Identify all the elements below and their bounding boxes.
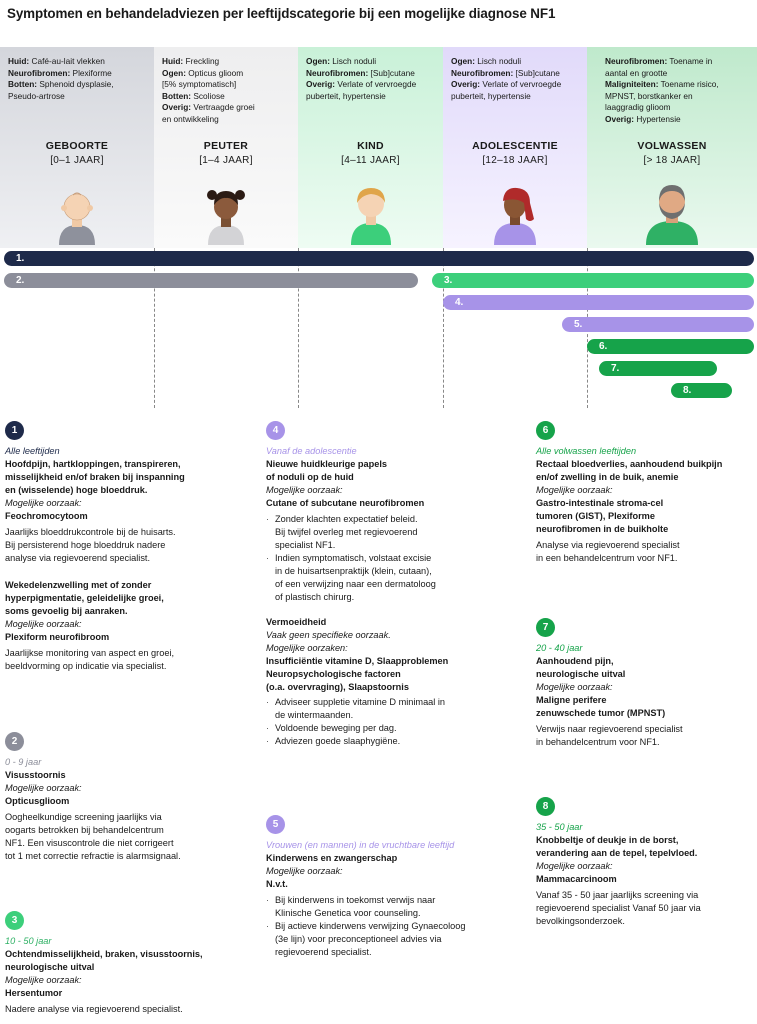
- cause-label: Mogelijke oorzaak:: [536, 861, 613, 871]
- stage-age: [0–1 JAAR]: [50, 155, 104, 166]
- cause: Maligne perifere zenuwschede tumor (MPNST): [536, 695, 666, 718]
- symptom: Hoofdpijn, hartkloppingen, transpireren, misselijkheid en/of braken bij inspanning en (wisselende) hoge bloeddruk.: [5, 459, 185, 495]
- section-3: [5, 911, 255, 1016]
- toddler-icon: [204, 179, 248, 245]
- cause: N.v.t.: [266, 879, 288, 889]
- stage-info: Ogen: Lisch noduli Neurofibromen: [Sub]cutane Overig: Verlate of vervroegde puberteit, hypertensie: [306, 56, 417, 101]
- timeline-bar-3: 3.: [432, 273, 754, 288]
- symptom: Wekedelenzwelling met of zonder hyperpigmentatie, geleidelijke groei, soms gevoelig bij aanraken.: [5, 580, 164, 616]
- stage-age: [4–11 JAAR]: [341, 155, 400, 166]
- page-title: Symptomen en behandeladviezen per leeftijdscategorie bij een mogelijke diagnose NF1: [7, 6, 556, 21]
- age-range: Alle volwassen leeftijden: [536, 446, 637, 456]
- child-icon: [349, 179, 393, 245]
- symptom: Rectaal bloedverlies, aanhoudend buikpijn en/of zwelling in de buik, anemie: [536, 459, 723, 482]
- timeline-bar-2: 2.: [4, 273, 418, 288]
- symptom: Visusstoornis: [5, 770, 66, 780]
- stage-name: KIND: [357, 140, 384, 152]
- stage-info: Ogen: Lisch noduli Neurofibromen: [Sub]cutane Overig: Verlate of vervroegde puberteit, hypertensie: [451, 56, 562, 101]
- stage-toddler: [154, 47, 298, 248]
- section-number: 5: [266, 815, 285, 834]
- cause-label: Mogelijke oorzaken:: [266, 643, 348, 653]
- timeline-bar-1: 1.: [4, 251, 754, 266]
- cause: Opticusglioom: [5, 796, 70, 806]
- section-1: [5, 421, 255, 673]
- section-number: 8: [536, 797, 555, 816]
- stage-adolescent: [443, 47, 587, 248]
- advice-list: [266, 513, 516, 604]
- cause-label: Mogelijke oorzaak:: [266, 866, 343, 876]
- stage-info: Huid: Freckling Ogen: Opticus glioom [5% symptomatisch] Botten: Scoliose Overig: Vertraagde groei en ontwikkeling: [162, 56, 255, 124]
- cause: Cutane of subcutane neurofibromen: [266, 498, 425, 508]
- cause: Plexiform neurofibroom: [5, 632, 110, 642]
- age-range: Alle leeftijden: [5, 446, 60, 456]
- stage-adult: [587, 47, 757, 248]
- timeline-bar-6: 6.: [587, 339, 754, 354]
- symptom: Kinderwens en zwangerschap: [266, 853, 398, 863]
- cause-label: Mogelijke oorzaak:: [5, 783, 82, 793]
- timeline-divider: [298, 248, 299, 408]
- cause-label: Mogelijke oorzaak:: [266, 485, 343, 495]
- advice-item: · Adviezen goede slaaphygiëne.: [266, 735, 516, 748]
- section-number: 6: [536, 421, 555, 440]
- advice-list: [266, 894, 526, 959]
- age-range: 20 - 40 jaar: [536, 643, 583, 653]
- timeline-bar-7: 7.: [599, 361, 717, 376]
- advice: Verwijs naar regievoerend specialist in behandelcentrum voor NF1.: [536, 724, 683, 747]
- cause-label: Mogelijke oorzaak:: [5, 975, 82, 985]
- timeline-divider: [443, 248, 444, 408]
- stage-birth: [0, 47, 154, 248]
- section-number: 7: [536, 618, 555, 637]
- cause: Gastro-intestinale stroma-cel tumoren (GIST), Plexiforme neurofibromen in de buikholte: [536, 498, 669, 534]
- timeline-bar-8: 8.: [671, 383, 732, 398]
- advice: Analyse via regievoerend specialist in een behandelcentrum voor NF1.: [536, 540, 680, 563]
- section-number: 1: [5, 421, 24, 440]
- advice: Vanaf 35 - 50 jaar jaarlijks screening via regievoerend specialist Vanaf 50 jaar via bevolkingsonderzoek.: [536, 890, 701, 926]
- timeline-divider: [154, 248, 155, 408]
- advice-item: · Indien symptomatisch, volstaat excisie in de huisartsenpraktijk (klein, cutaan), of een verwijzing naar een dermatoloog of plastisch chirurg.: [266, 552, 516, 604]
- stage-info: Neurofibromen: Toename in aantal en grootte Maligniteiten: Toename risico, MPNST, borstkanker en laaggradig glioom Overig: Hypertensie: [605, 56, 719, 124]
- advice: Nadere analyse via regievoerend specialist.: [5, 1004, 183, 1014]
- section-2: [5, 732, 255, 863]
- section-number: 2: [5, 732, 24, 751]
- cause: Insufficiëntie vitamine D, Slaapproblemen Neuropsychologische factoren (o.a. overvraging), Slaapstoornis: [266, 656, 449, 692]
- stage-name: ADOLESCENTIE: [472, 140, 558, 152]
- advice: Oogheelkundige screening jaarlijks via oogarts betrokken bij behandelcentrum NF1. Een visuscontrole die niet corrigeert tot 1 met correctie refractie is alarmsignaal.: [5, 812, 181, 861]
- stage-age: [> 18 JAAR]: [643, 155, 701, 166]
- timeline-bar-4: 4.: [443, 295, 754, 310]
- cause-label: Mogelijke oorzaak:: [536, 682, 613, 692]
- age-range: Vanaf de adolescentie: [266, 446, 357, 456]
- section-4: [266, 421, 516, 748]
- symptom: Aanhoudend pijn, neurologische uitval: [536, 656, 626, 679]
- symptom: Nieuwe huidkleurige papels of noduli op de huid: [266, 459, 387, 482]
- section-5: [266, 815, 526, 959]
- advice-item: · Bij kinderwens in toekomst verwijs naar Klinische Genetica voor counseling.: [266, 894, 526, 920]
- cause-label: Mogelijke oorzaak:: [5, 619, 82, 629]
- advice-item: · Zonder klachten expectatief beleid. Bij twijfel overleg met regievoerend specialist NF1.: [266, 513, 516, 552]
- cause-label: Mogelijke oorzaak:: [5, 498, 82, 508]
- adolescent-icon: [490, 179, 540, 245]
- note: Vaak geen specifieke oorzaak.: [266, 630, 391, 640]
- age-range: 35 - 50 jaar: [536, 822, 583, 832]
- advice: Jaarlijkse monitoring van aspect en groei, beeldvorming op indicatie via specialist.: [5, 648, 175, 671]
- age-range: Vrouwen (en mannen) in de vruchtbare leeftijd: [266, 840, 455, 850]
- age-range: 0 - 9 jaar: [5, 757, 42, 767]
- advice-list: [266, 696, 516, 748]
- cause: Mammacarcinoom: [536, 874, 617, 884]
- cause: Feochromocytoom: [5, 511, 88, 521]
- timeline-bar-5: 5.: [562, 317, 754, 332]
- symptom: Knobbeltje of deukje in de borst, verandering aan de tepel, tepelvloed.: [536, 835, 698, 858]
- stage-info: Huid: Café-au-lait vlekken Neurofibromen: Plexiforme Botten: Sphenoid dysplasie, Pseudo-artrose: [8, 56, 114, 101]
- stage-name: GEBOORTE: [45, 140, 109, 152]
- stage-age: [12–18 JAAR]: [482, 155, 548, 166]
- stage-age: [1–4 JAAR]: [199, 155, 253, 166]
- advice-item: · Voldoende beweging per dag.: [266, 722, 516, 735]
- cause: Hersentumor: [5, 988, 63, 998]
- stage-name: VOLWASSEN: [637, 140, 707, 152]
- section-number: 3: [5, 911, 24, 930]
- baby-icon: [55, 179, 99, 245]
- section-8: [536, 797, 756, 928]
- stage-child: [298, 47, 443, 248]
- cause-label: Mogelijke oorzaak:: [536, 485, 613, 495]
- stage-name: PEUTER: [203, 140, 249, 152]
- adult-icon: [644, 179, 700, 245]
- symptom: Ochtendmisselijkheid, braken, visusstoornis, neurologische uitval: [5, 949, 203, 972]
- advice-item: · Adviseer suppletie vitamine D minimaal in de wintermaanden.: [266, 696, 516, 722]
- section-number: 4: [266, 421, 285, 440]
- section-7: [536, 618, 756, 749]
- advice: Jaarlijks bloeddrukcontrole bij de huisarts. Bij persisterend hoge bloeddruk nadere analyse via regievoerend specialist.: [5, 527, 176, 563]
- advice-item: · Bij actieve kinderwens verwijzing Gynaecoloog (3e lijn) voor preconceptioneel advies via regievoerend specialist.: [266, 920, 526, 959]
- age-range: 10 - 50 jaar: [5, 936, 52, 946]
- section-6: [536, 421, 756, 565]
- symptom: Vermoeidheid: [266, 617, 327, 627]
